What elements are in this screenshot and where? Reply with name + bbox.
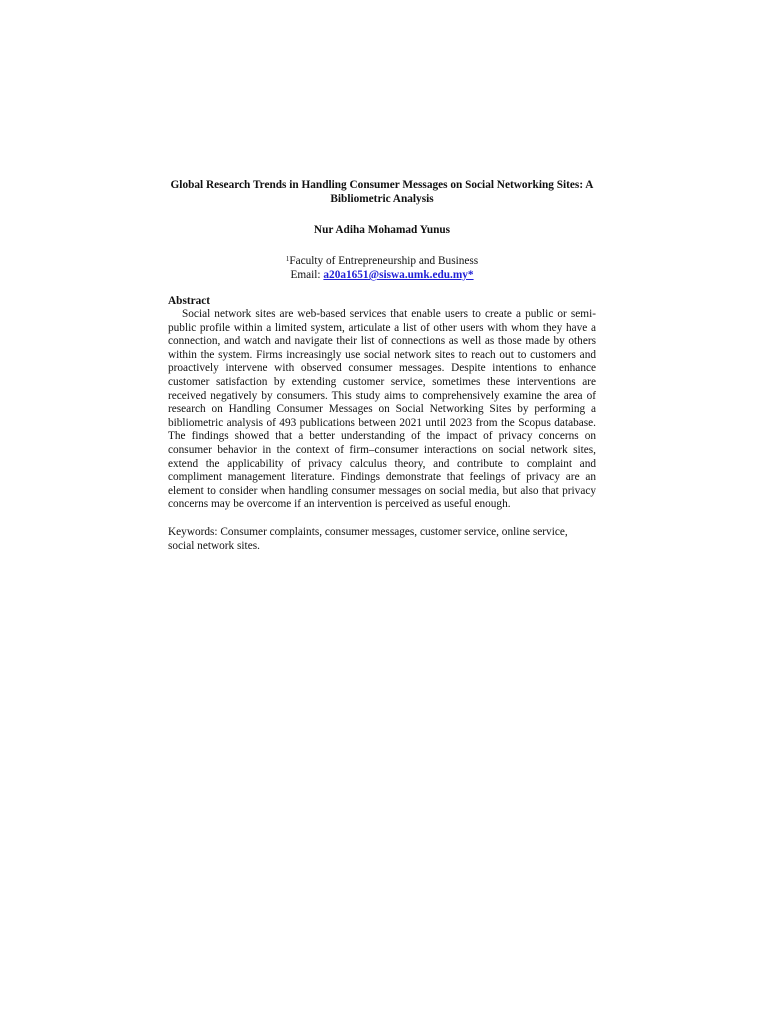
- affiliation-text: Faculty of Entrepreneurship and Business: [289, 255, 479, 267]
- keywords: Keywords: Consumer complaints, consumer messages, customer service, online service, social network sites.: [168, 525, 568, 552]
- email-line: [168, 268, 596, 282]
- email-link[interactable]: a20a1651@siswa.umk.edu.my*: [323, 269, 474, 281]
- paper-page: [168, 178, 596, 553]
- abstract-body: Social network sites are web-based services that enable users to create a public or semi-public profile within a limited system, articulate a list of other users with whom they have a connection, and watch and navigate their list of connections as well as those made by others within the system. Firms increasingly use social network sites to reach out to customers and proactively intervene with observed consumer messages. Despite intentions to enhance customer satisfaction by extending customer service, sometimes these interventions are received negatively by consumers. This study aims to comprehensively examine the area of research on Handling Consumer Messages on Social Networking Sites by performing a bibliometric analysis of 493 publications between 2021 until 2023 from the Scopus database. The findings showed that a better understanding of the impact of privacy concerns on consumer behavior in the context of firm–consumer interactions on social network sites, extend the applicability of privacy calculus theory, and contribute to complaint and compliment management literature. Findings demonstrate that feelings of privacy are an element to consider when handling consumer messages on social media, but also that privacy concerns may be overcome if an intervention is perceived as useful enough.: [168, 308, 596, 511]
- abstract-heading: Abstract: [168, 295, 211, 307]
- paper-title: Global Research Trends in Handling Consumer Messages on Social Networking Sites: A Bibliometric Analysis: [170, 179, 594, 205]
- affiliation-line: [168, 252, 596, 268]
- email-label: Email:: [290, 269, 324, 281]
- author-name: Nur Adiha Mohamad Yunus: [313, 224, 451, 236]
- affiliation-marker: 1: [285, 255, 290, 263]
